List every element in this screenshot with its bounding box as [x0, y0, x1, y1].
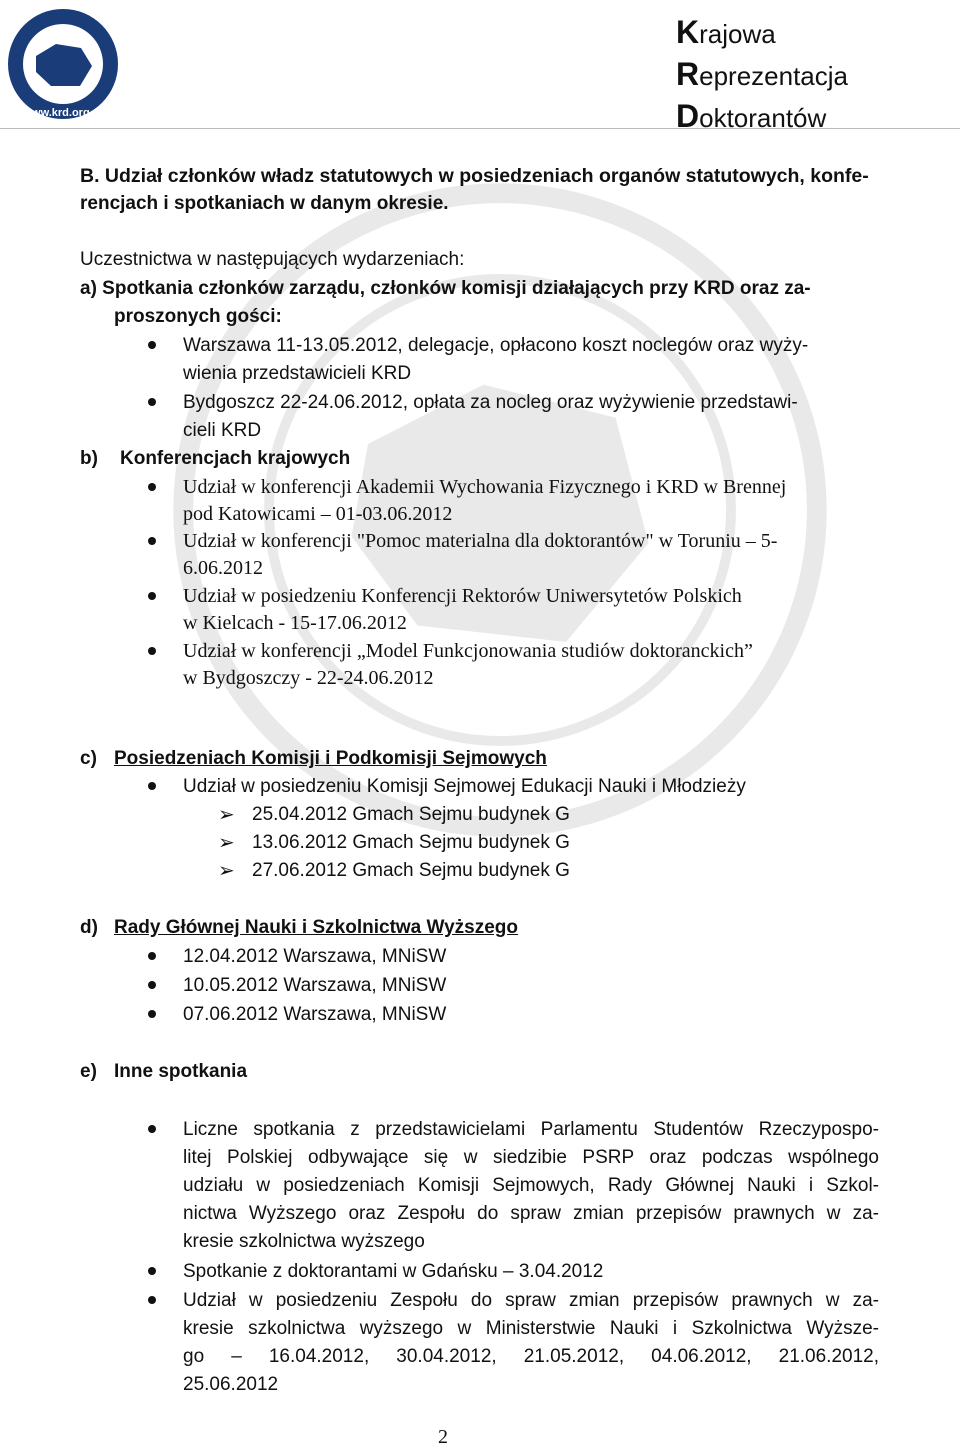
b-item-2-line-2: 6.06.2012	[183, 557, 263, 579]
bullet-icon	[148, 647, 156, 655]
header-divider	[0, 128, 960, 129]
bullet-icon	[148, 952, 156, 960]
page-number: 2	[438, 1426, 448, 1448]
bullet-icon	[148, 592, 156, 600]
e-item-2: Spotkanie z doktorantami w Gdańsku – 3.04.2012	[183, 1261, 604, 1282]
logo-url: www.krd.org.pl	[23, 107, 103, 119]
a-heading-1: a) Spotkania członków zarządu, członków komisji działających przy KRD oraz za-	[80, 278, 811, 299]
b-item-4-line-1: Udział w konferencji „Model Funkcjonowania studiów doktoranckich”	[183, 640, 753, 662]
e-item-1-line-3: udziału w posiedzeniach Komisji Sejmowych, Rady Głównej Nauki i Szkol-	[183, 1175, 879, 1196]
b-item-1-line-1: Udział w konferencji Akademii Wychowania Fizycznego i KRD w Brennej	[183, 476, 787, 498]
c-letter: c)	[80, 748, 97, 769]
intro-text: Uczestnictwa w następujących wydarzeniach:	[80, 249, 465, 270]
krd-logo	[6, 4, 120, 126]
e-item-3-line-4: 25.06.2012	[183, 1374, 279, 1395]
c-sub-2: 13.06.2012 Gmach Sejmu budynek G	[252, 832, 570, 853]
a-item-2-line-2: cieli KRD	[183, 420, 262, 441]
d-item-3: 07.06.2012 Warszawa, MNiSW	[183, 1004, 447, 1025]
d-item-2: 10.05.2012 Warszawa, MNiSW	[183, 975, 447, 996]
bullet-icon	[148, 1010, 156, 1018]
a-heading-2: proszonych gości:	[114, 306, 282, 327]
arrow-bullet-icon: ➢	[218, 860, 235, 882]
bullet-icon	[148, 981, 156, 989]
b-heading: Konferencjach krajowych	[120, 448, 351, 469]
c-sub-1: 25.04.2012 Gmach Sejmu budynek G	[252, 804, 570, 825]
bullet-icon	[148, 398, 156, 406]
a-item-1-line-1: Warszawa 11-13.05.2012, delegacje, opłacono koszt noclegów oraz wyży-	[183, 335, 809, 356]
section-b-heading-1: B. Udział członków władz statutowych w posiedzeniach organów statutowych, konfe-	[80, 165, 869, 187]
arrow-bullet-icon: ➢	[218, 832, 235, 854]
e-item-1-line-4: nictwa Wyższego oraz Zespołu do spraw zmian przepisów prawnych w za-	[183, 1203, 879, 1224]
bullet-icon	[148, 483, 156, 491]
e-item-1-line-1: Liczne spotkania z przedstawicielami Parlamentu Studentów Rzeczypospo-	[183, 1119, 879, 1140]
e-item-3-line-3: go – 16.04.2012, 30.04.2012, 21.05.2012, 04.06.2012, 21.06.2012,	[183, 1346, 879, 1367]
brand-name: Krajowa Reprezentacja Doktorantów	[676, 14, 848, 134]
bullet-icon	[148, 782, 156, 790]
e-item-3-line-2: kresie szkolnictwa wyższego w Ministerstwie Nauki i Szkolnictwa Wyższe-	[183, 1318, 879, 1339]
e-item-1-line-5: kresie szkolnictwa wyższego	[183, 1231, 425, 1252]
bullet-icon	[148, 1267, 156, 1275]
e-item-3-line-1: Udział w posiedzeniu Zespołu do spraw zmian przepisów prawnych w za-	[183, 1290, 879, 1311]
d-letter: d)	[80, 917, 98, 938]
a-item-1-line-2: wienia przedstawicieli KRD	[183, 363, 412, 384]
section-b-heading-2: rencjach i spotkaniach w danym okresie.	[80, 193, 449, 214]
e-letter: e)	[80, 1061, 97, 1082]
b-item-3-line-2: w Kielcach - 15-17.06.2012	[183, 612, 407, 634]
b-letter: b)	[80, 448, 98, 469]
d-heading: Rady Głównej Nauki i Szkolnictwa Wyższego	[114, 917, 519, 938]
a-item-2-line-1: Bydgoszcz 22-24.06.2012, opłata za nocleg oraz wyżywienie przedstawi-	[183, 392, 798, 413]
c-sub-3: 27.06.2012 Gmach Sejmu budynek G	[252, 860, 570, 881]
e-item-1-line-2: litej Polskiej odbywające się w siedzibie PSRP oraz podczas wspólnego	[183, 1147, 879, 1168]
bullet-icon	[148, 341, 156, 349]
c-item: Udział w posiedzeniu Komisji Sejmowej Edukacji Nauki i Młodzieży	[183, 776, 746, 797]
b-item-1-line-2: pod Katowicami – 01-03.06.2012	[183, 503, 453, 525]
bullet-icon	[148, 1125, 156, 1133]
c-heading: Posiedzeniach Komisji i Podkomisji Sejmowych	[114, 748, 547, 769]
d-item-1: 12.04.2012 Warszawa, MNiSW	[183, 946, 447, 967]
b-item-4-line-2: w Bydgoszczy - 22-24.06.2012	[183, 667, 434, 689]
b-item-3-line-1: Udział w posiedzeniu Konferencji Rektorów Uniwersytetów Polskich	[183, 585, 742, 607]
arrow-bullet-icon: ➢	[218, 804, 235, 826]
b-item-2-line-1: Udział w konferencji "Pomoc materialna dla doktorantów" w Toruniu – 5-	[183, 530, 778, 552]
e-heading: Inne spotkania	[114, 1061, 248, 1082]
bullet-icon	[148, 1296, 156, 1304]
bullet-icon	[148, 537, 156, 545]
